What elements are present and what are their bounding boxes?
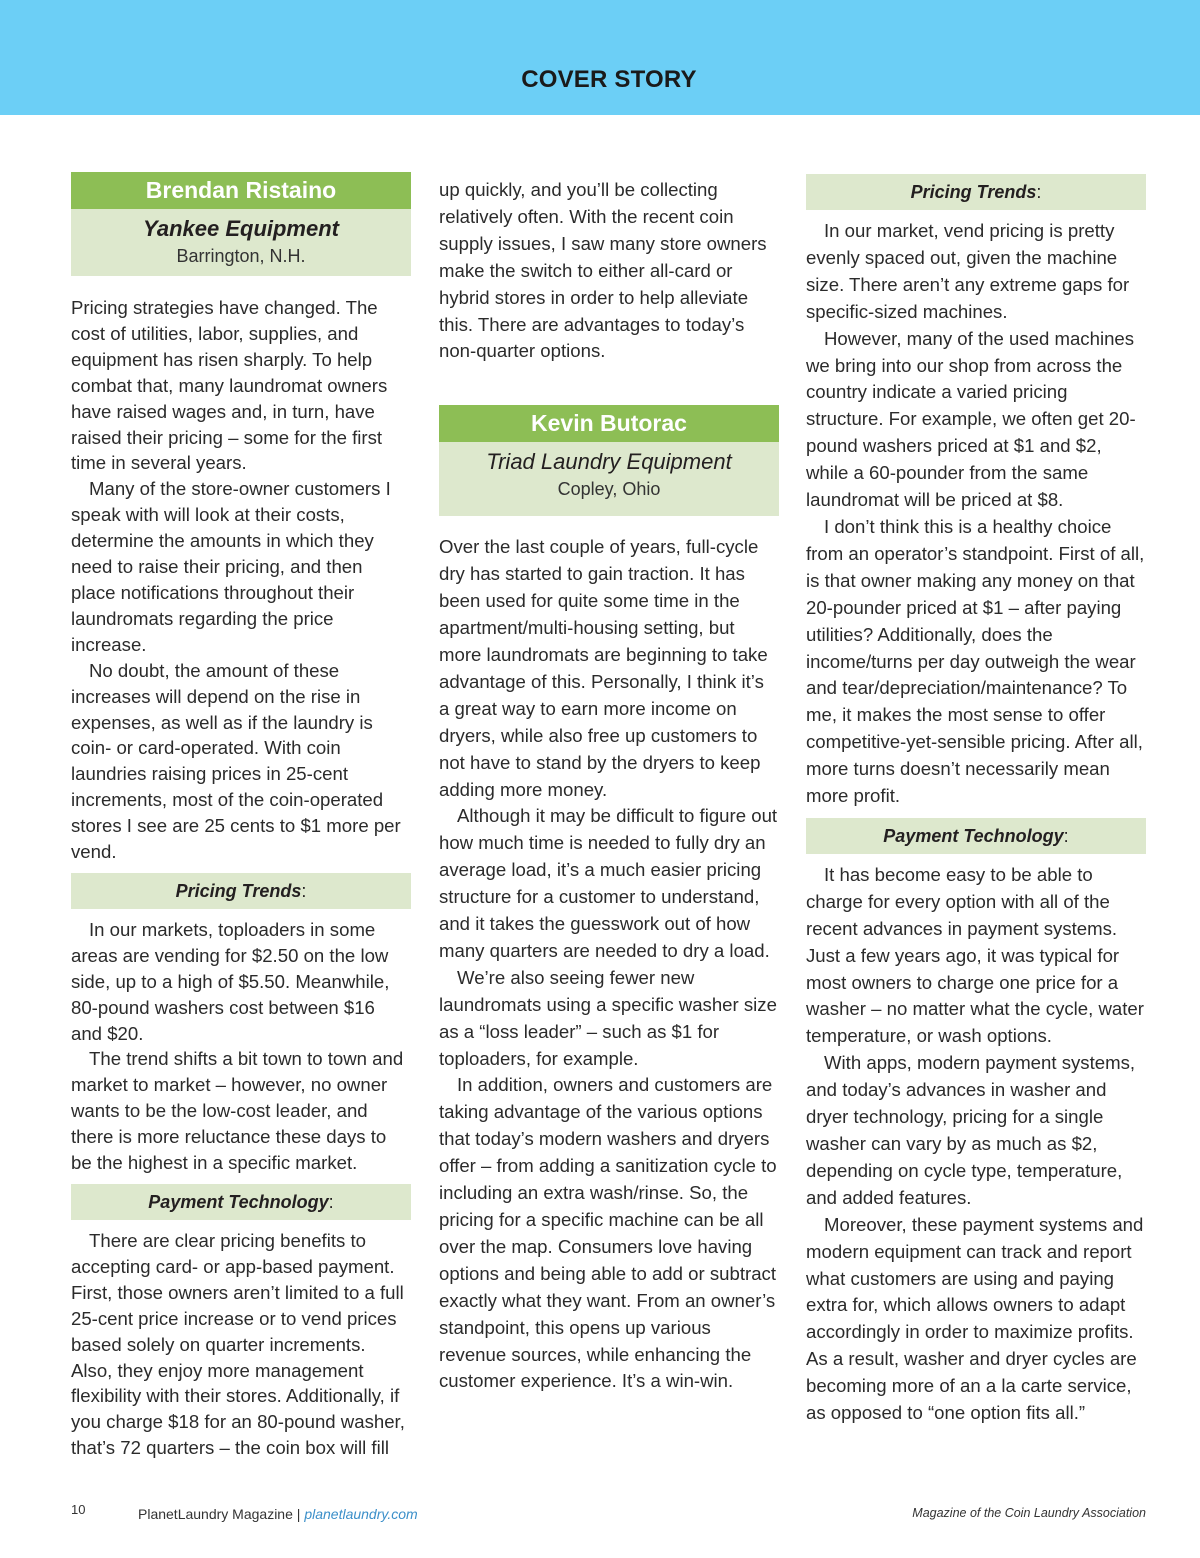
contributor-company-box [439, 442, 779, 516]
contributor-name: Brendan Ristaino [71, 172, 411, 209]
paragraph: There are clear pricing benefits to accepting card- or app-based payment. First, those owners aren’t limited to a full 25-cent price increase or to vend prices based solely on quarter increments. Also, they enjoy more management flexibility with their stores. Additionally, if you charge $18 for an 80-pound washer, that’s 72 quarters – the coin box will fill [71, 1230, 405, 1459]
contributor-name: Kevin Butorac [439, 405, 779, 442]
paragraph: Although it may be difficult to figure out how much time is needed to fully dry an average load, it’s a much easier pricing structure for a customer to understand, and it takes the guesswork out of how many quarters are needed to dry a load. [439, 805, 778, 961]
contributor-location: Copley, Ohio [557, 479, 661, 500]
subheading-pricing-trends: Pricing Trends [910, 182, 1037, 202]
contributor-company-box [71, 209, 411, 276]
page-number: 10 [71, 1502, 86, 1517]
paragraph: With apps, modern payment systems, and today’s advances in washer and dryer technology, pricing for a single washer can vary by as much as $2, depending on cycle type, temperature, and added features. [806, 1052, 1136, 1208]
subheading-bar: Pricing Trends: [71, 873, 411, 909]
paragraph: In our markets, toploaders in some areas are vending for $2.50 on the low side, up to a high of $5.50. Meanwhile, 80-pound washers cost between $16 and $20. [71, 918, 390, 1044]
paragraph: In our market, vend pricing is pretty evenly spaced out, given the machine size. There aren’t any extreme gaps for specific-sized machines. [806, 220, 1130, 322]
article-body [439, 534, 779, 1395]
footer-magazine [138, 1506, 418, 1522]
paragraph: Pricing strategies have changed. The cost of utilities, labor, supplies, and equipment has risen sharply. To help combat that, many laundromat owners have raised wages and, in turn, have raised their pricing – some for the first time in several years. [71, 297, 388, 474]
paragraph: I don’t think this is a healthy choice from an operator’s standpoint. First of all, is that owner making any money on that 20-pounder priced at $1 – after paying utilities? Additionally, does the income/turns per day outweigh the wear and tear/depreciation/maintenance? To me, it makes the most sense to offer competitive-yet-sensible pricing. After all, more turns doesn’t necessarily mean more profit. [806, 515, 1145, 807]
header-band [0, 0, 1200, 115]
subheading-payment-technology: Payment Technology [883, 825, 1064, 846]
subheading-payment-technology: Payment Technology [148, 1192, 329, 1212]
article-body [71, 295, 411, 865]
article-body [806, 218, 1146, 810]
section-label: COVER STORY [521, 66, 697, 93]
paragraph: In addition, owners and customers are taking advantage of the various options that today’s modern washers and dryers offer – from adding a sanitization cycle to including an extra wash/rinse. So, the pricing for a specific machine can be all over the map. Consumers love having options and being able to add or subtract exactly what they want. From an owner’s standpoint, this opens up various revenue sources, while enhancing the customer experience. It’s a win-win. [439, 1074, 777, 1392]
paragraph: The trend shifts a bit town to town and market to market – however, no owner wants to be the low-cost leader, and there is more reluctance these days to be the highest in a specific market. [71, 1048, 404, 1174]
article-body [71, 917, 411, 1176]
subheading-bar: Pricing Trends: [806, 174, 1146, 210]
footer-divider: | [296, 1506, 301, 1522]
website-link[interactable]: planetlaundry.com [304, 1506, 418, 1522]
column-1 [71, 172, 411, 1461]
paragraph: It has become easy to be able to charge for every option with all of the recent advances in payment systems. Just a few years ago, it was typical for most owners to charge one price for a washer – no matter what the cycle, water temperature, or wash options. [806, 863, 1144, 1047]
column-3 [806, 174, 1146, 1427]
subheading-bar: Payment Technology: [71, 1184, 411, 1220]
column-2 [439, 177, 779, 1395]
contributor-company: Yankee Equipment [142, 216, 339, 241]
article-body [71, 1228, 411, 1461]
footer-association: Magazine of the Coin Laundry Association [912, 1506, 1146, 1520]
contributor-company: Triad Laundry Equipment [486, 449, 732, 475]
paragraph: Over the last couple of years, full-cycle dry has started to gain traction. It has been used for quite some time in the apartment/multi-housing setting, but more laundromats are beginning to take advantage of this. Personally, I think it’s a great way to earn more income on dryers, while also free up customers to not have to stand by the dryers to keep adding more money. [439, 536, 768, 800]
article-body [439, 177, 779, 365]
subheading-bar: Payment Technology: [806, 818, 1146, 854]
subheading-pricing-trends: Pricing Trends [175, 880, 302, 901]
contributor-location: Barrington, N.H. [176, 246, 306, 266]
paragraph: up quickly, and you’ll be collecting relatively often. With the recent coin supply issues, I saw many store owners make the switch to either all-card or hybrid stores in order to help alleviate this. There are advantages to today’s non-quarter options. [439, 179, 767, 362]
paragraph: We’re also seeing fewer new laundromats using a specific washer size as a “loss leader” – such as $1 for toploaders, for example. [439, 966, 777, 1069]
paragraph: However, many of the used machines we bring into our shop from across the country indicate a varied pricing structure. For example, we often get 20-pound washers priced at $1 and $2, while a 60-pounder from the same laundromat will be priced at $8. [806, 327, 1136, 511]
paragraph: Many of the store-owner customers I speak with will look at their costs, determine the amounts in which they need to raise their pricing, and then place notifications throughout their laundromats regarding the price increase. [71, 478, 391, 655]
magazine-name: PlanetLaundry Magazine [138, 1506, 293, 1522]
paragraph: Moreover, these payment systems and modern equipment can track and report what customers are using and paying extra for, which allows owners to adapt accordingly in order to maximize profits. As a result, washer and dryer cycles are becoming more of an a la carte service, as opposed to “one option fits all.” [806, 1213, 1144, 1424]
contributor-header [439, 405, 779, 516]
paragraph: No doubt, the amount of these increases will depend on the rise in expenses, as well as if the laundry is coin- or card-operated. With coin laundries raising prices in 25-cent increments, most of the coin-operated stores I see are 25 cents to $1 more per vend. [71, 659, 401, 863]
article-body [806, 862, 1146, 1427]
